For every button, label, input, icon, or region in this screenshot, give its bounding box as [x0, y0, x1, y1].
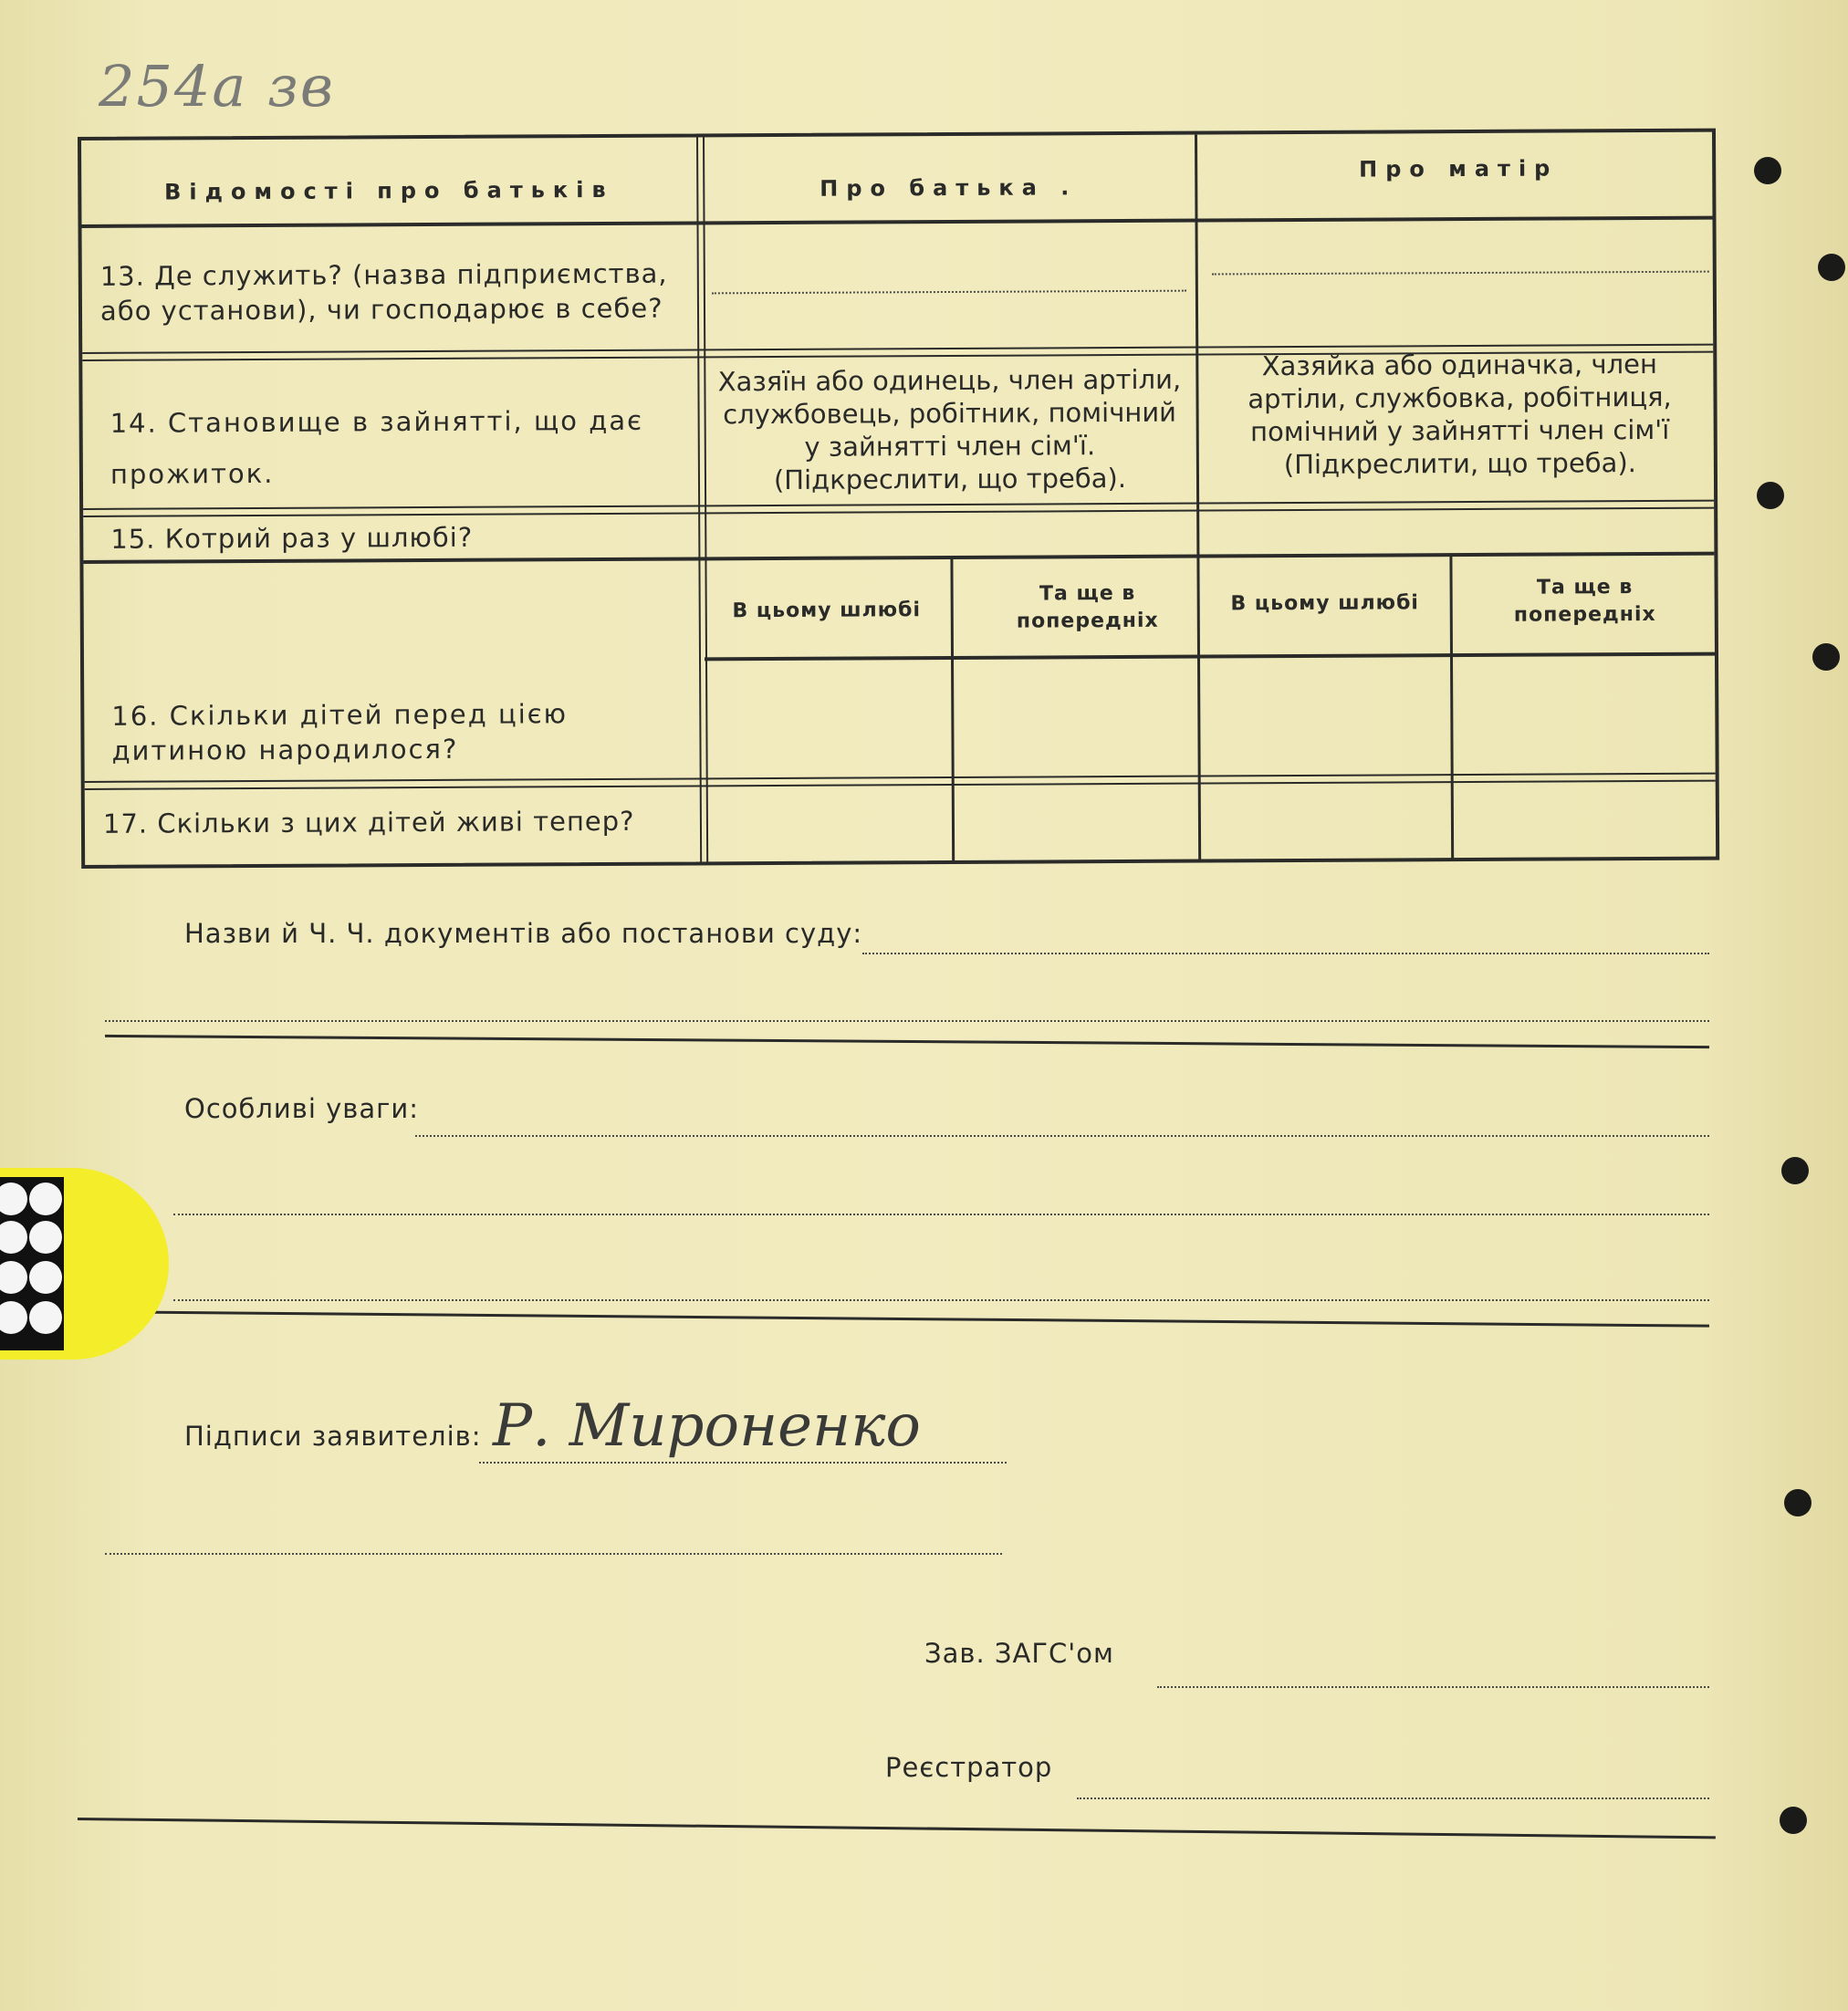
zags-head-label: Зав. ЗАГС'ом — [924, 1638, 1114, 1669]
documents-label: Назви й Ч. Ч. документів або постанови суду: — [184, 918, 863, 949]
archive-mark: 254а зв — [99, 53, 335, 120]
applicant-signature: Р. Мироненко — [493, 1392, 921, 1460]
registrar-line[interactable] — [1077, 1797, 1709, 1799]
mother-status-options: Хазяйка або одиначка, член артіли, службовка, робітниця, помічний у зайнятті член сім'ї (Підкреслити, що треба). — [1248, 348, 1672, 481]
header-about-father: Про батька . — [820, 174, 1078, 202]
parents-info-table — [78, 129, 1719, 869]
binder-hole — [1754, 157, 1781, 184]
remarks-label: Особливі уваги: — [184, 1093, 420, 1124]
question-13: 13. Де служить? (назва підприємства, або установи), чи господарює в себе? — [99, 257, 668, 327]
answer-line-father-13 — [712, 290, 1186, 295]
subheader-mother-previous: Та ще в попередніх — [1513, 576, 1656, 627]
remarks-line-2[interactable] — [173, 1214, 1709, 1215]
question-17: 17. Скільки з цих дітей живі тепер? — [102, 805, 635, 839]
binder-hole — [1757, 482, 1784, 509]
answer-line-mother-13 — [1212, 271, 1709, 276]
question-14: 14. Становище в зайнятті, що дає прожиток. — [110, 404, 644, 490]
documents-line-2[interactable] — [105, 1020, 1709, 1022]
binder-hole — [1780, 1807, 1807, 1834]
header-about-mother: Про матір — [1359, 155, 1559, 182]
header-parents-info: Відомості про батьків — [163, 176, 614, 205]
remarks-line[interactable] — [415, 1135, 1709, 1137]
question-16: 16. Скільки дітей перед цією дитиною народилося? — [111, 698, 569, 766]
signature-line-2[interactable] — [105, 1553, 1002, 1555]
subheader-mother-this-marriage: В цьому шлюбі — [1230, 591, 1420, 616]
registrar-label: Реєстратор — [885, 1752, 1053, 1783]
question-15: 15. Котрий раз у шлюбі? — [110, 521, 474, 555]
subheader-father-previous: Та ще в попередніх — [1016, 581, 1159, 633]
binder-hole — [1818, 254, 1845, 281]
father-status-options: Хазяїн або одинець, член артіли, службовець, робітник, помічний у зайнятті член сім'ї. (Підкреслити, що треба). — [717, 363, 1182, 496]
binder-hole — [1812, 643, 1840, 671]
binder-hole — [1784, 1489, 1811, 1516]
binder-hole — [1781, 1157, 1809, 1184]
subheader-father-this-marriage: В цьому шлюбі — [732, 599, 922, 623]
color-checker-dots — [0, 1177, 64, 1350]
signatures-label: Підписи заявителів: — [184, 1421, 482, 1452]
signature-line[interactable] — [479, 1462, 1007, 1464]
zags-head-line[interactable] — [1157, 1686, 1709, 1688]
documents-line[interactable] — [862, 953, 1709, 954]
remarks-line-3[interactable] — [173, 1299, 1709, 1301]
